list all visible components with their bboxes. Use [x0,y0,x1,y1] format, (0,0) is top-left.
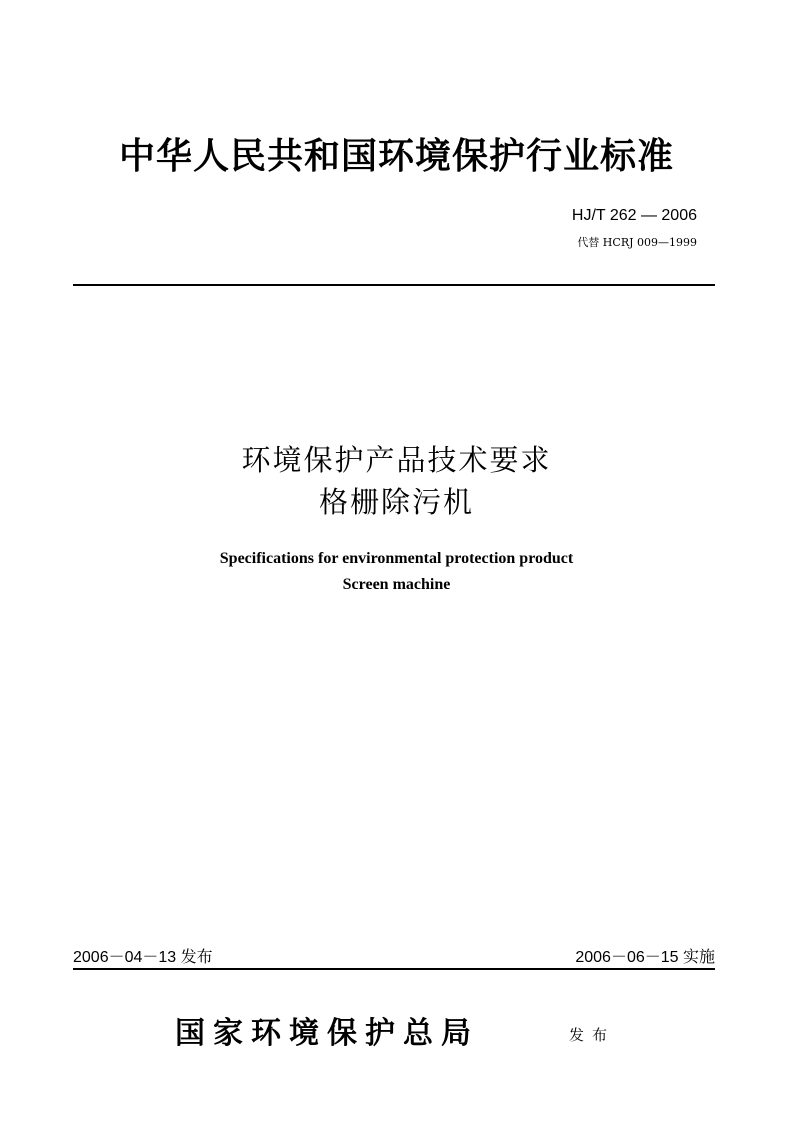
document-title-en-line2: Screen machine [342,576,451,593]
top-divider [73,284,715,286]
effective-date: 2006－06－15 实施 [575,949,715,966]
issue-date: 2006－04－13 发布 [73,949,213,966]
replaces-standard: 代替 HCRJ 009—1999 [577,236,697,249]
issuing-authority: 国家环境保护总局 [175,1016,479,1051]
document-title-en-line1: Specifications for environmental protection product [219,550,574,567]
document-title-zh-line1: 环境保护产品技术要求 [241,443,552,477]
document-title-zh-line2: 格栅除污机 [318,485,474,519]
bottom-divider [73,968,715,970]
standard-category-heading: 中华人民共和国环境保护行业标准 [118,135,674,177]
issuing-action: 发布 [569,1026,616,1044]
standard-code: HJ/T 262 — 2006 [571,207,697,224]
